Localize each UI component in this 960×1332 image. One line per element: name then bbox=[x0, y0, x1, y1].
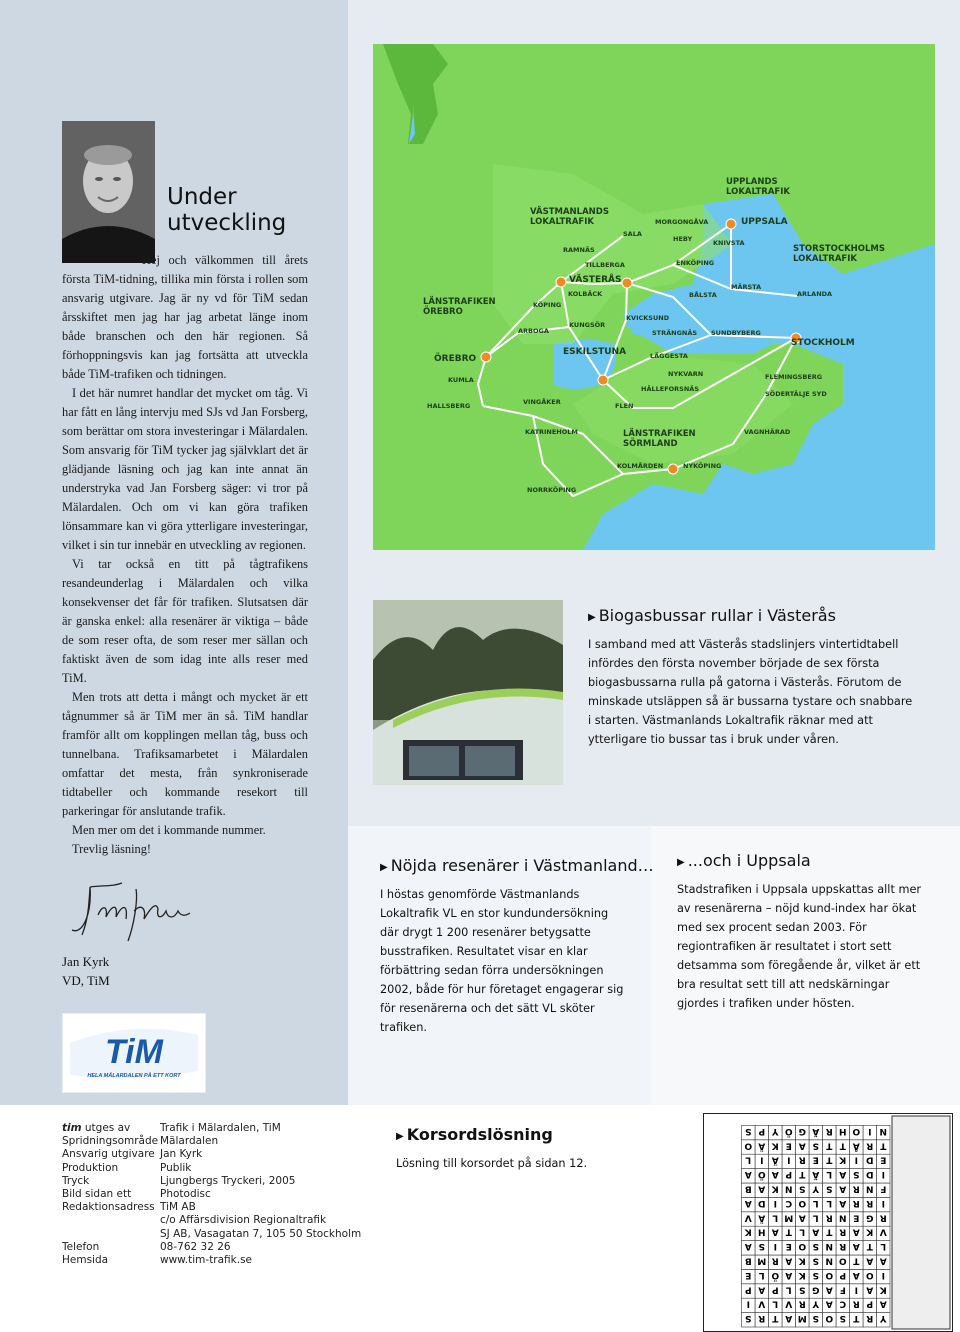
headline-line-1: Under bbox=[167, 184, 237, 210]
imprint-row bbox=[62, 1148, 361, 1161]
crossword-letter: V bbox=[785, 1298, 793, 1309]
article-korsord bbox=[396, 1125, 696, 1173]
station-marker bbox=[481, 352, 491, 362]
crossword-letter: Y bbox=[771, 1125, 779, 1136]
crossword-letter: V bbox=[758, 1298, 766, 1309]
imprint-value: c/o Affärsdivision Regionaltrafik bbox=[160, 1214, 327, 1227]
map-city-label: NYKÖPING bbox=[683, 462, 722, 470]
crossword-letter: M bbox=[757, 1255, 767, 1266]
crossword-letter: A bbox=[879, 1298, 887, 1309]
crossword-letter: R bbox=[758, 1313, 766, 1324]
imprint-row bbox=[62, 1241, 361, 1254]
imprint-label bbox=[62, 1228, 160, 1241]
imprint-label: Tryck bbox=[62, 1174, 90, 1187]
article-title bbox=[588, 606, 918, 629]
crossword-letter: S bbox=[853, 1169, 860, 1180]
article-title-text: Biogasbussar rullar i Västerås bbox=[598, 606, 836, 625]
crossword-letter: Ö bbox=[771, 1269, 780, 1280]
map-city-label: LÄGGESTA bbox=[650, 352, 688, 360]
imprint-row bbox=[62, 1122, 361, 1135]
map-city-label: MORGONGÅVA bbox=[655, 218, 709, 226]
article-body: Stadstrafiken i Uppsala uppskattas allt mer av resenärerna – nöjd kund-index har ökat med sex procent sedan 2003. För regiontrafiken är resultatet i stort sett detsamma som föregående år, vilket är ett bra resultat sett till att nedskärningar gjordes i trafiken under hösten. bbox=[677, 883, 922, 1010]
crossword-letter: K bbox=[798, 1255, 806, 1266]
map-city-label: NORRKÖPING bbox=[527, 486, 577, 494]
crossword-letter: Y bbox=[812, 1298, 820, 1309]
station-marker bbox=[622, 278, 632, 288]
imprint-label: Hemsida bbox=[62, 1254, 109, 1267]
crossword-letter: R bbox=[866, 1197, 874, 1208]
map-city-label: RAMNÄS bbox=[563, 246, 595, 254]
map-city-label: MÄRSTA bbox=[731, 283, 762, 291]
crossword-letter: A bbox=[839, 1197, 847, 1208]
crossword-letter: H bbox=[757, 1226, 766, 1237]
crossword-letter: O bbox=[838, 1255, 847, 1266]
crossword-letter: N bbox=[825, 1241, 834, 1252]
crossword-letter: R bbox=[852, 1183, 860, 1194]
crossword-letter: T bbox=[853, 1255, 860, 1266]
map-region-label: LÄNSTRAFIKEN ÖREBRO bbox=[423, 297, 496, 317]
crossword-letter: R bbox=[852, 1298, 860, 1309]
article-body: Lösning till korsordet på sidan 12. bbox=[396, 1157, 588, 1170]
crossword-letter: K bbox=[866, 1226, 874, 1237]
crossword-letter: T bbox=[785, 1226, 792, 1237]
arrow-right-icon: ▶ bbox=[677, 857, 685, 868]
crossword-letter: K bbox=[879, 1284, 887, 1295]
map-city-label: KÖPING bbox=[533, 301, 562, 309]
crossword-letter: A bbox=[785, 1313, 793, 1324]
article-uppsala bbox=[677, 851, 927, 1013]
crossword-letter: C bbox=[839, 1298, 847, 1309]
article-title-text: ...och i Uppsala bbox=[687, 851, 811, 870]
crossword-letter: S bbox=[839, 1313, 846, 1324]
crossword-letter: Ö bbox=[757, 1169, 766, 1180]
crossword-letter: F bbox=[880, 1183, 887, 1194]
crossword-letter: S bbox=[799, 1183, 806, 1194]
map-city-label: SALA bbox=[623, 230, 642, 238]
crossword-letter: E bbox=[853, 1212, 860, 1223]
article-title-text: Korsordslösning bbox=[406, 1125, 553, 1144]
crossword-letter: S bbox=[745, 1125, 752, 1136]
station-marker bbox=[726, 219, 736, 229]
map-city-label: UPPSALA bbox=[741, 217, 788, 227]
article-biogas bbox=[588, 606, 918, 749]
crossword-letter: N bbox=[825, 1255, 834, 1266]
map-city-label: ÖREBRO bbox=[434, 354, 477, 364]
letter-paragraph: Men trots att detta i mångt och mycket är ett tågnummer så är TiM mer än så. TiM handlar framför allt om kopplingen mellan tåg, buss och tunnelbana. Trafiksamarbetet i Mälardalen omfattar det mesta, från synkroniserade tidtabeller och kommande resekort till parkeringar för anslutande trafik. bbox=[62, 690, 308, 818]
crossword-letter: R bbox=[839, 1226, 847, 1237]
crossword-letter: P bbox=[839, 1269, 847, 1280]
crossword-letter: A bbox=[771, 1226, 779, 1237]
crossword-letter: L bbox=[812, 1212, 819, 1223]
crossword-letter: K bbox=[771, 1140, 779, 1151]
imprint-value: Publik bbox=[160, 1161, 192, 1174]
imprint-row bbox=[62, 1135, 361, 1148]
map-city-label: KNIVSTA bbox=[713, 239, 745, 247]
arrow-right-icon: ▶ bbox=[380, 862, 388, 873]
crossword-letter: L bbox=[772, 1212, 779, 1223]
crossword-letter: V bbox=[744, 1212, 752, 1223]
crossword-letter: A bbox=[866, 1284, 874, 1295]
crossword-letter: A bbox=[758, 1284, 766, 1295]
imprint-label: tim utges av bbox=[62, 1122, 131, 1134]
crossword-letter: O bbox=[865, 1269, 874, 1280]
map-city-label: ESKILSTUNA bbox=[563, 347, 627, 357]
crossword-letter: L bbox=[785, 1284, 792, 1295]
crossword-letter: P bbox=[758, 1125, 766, 1136]
article-body: I samband med att Västerås stadslinjers vintertidtabell infördes den första november började de sex första biogasbussarna rulla på gatorna i Västerås. Förutom de minskade utsläppen så är bussarna tystare och snabbare i starten. Västmanlands Lokaltrafik räknar med att ytterligare tio bussar tas i bruk under våren. bbox=[588, 638, 913, 746]
crossword-letter: R bbox=[866, 1140, 874, 1151]
crossword-letter: R bbox=[798, 1154, 806, 1165]
imprint-value: SJ AB, Vasagatan 7, 105 50 Stockholm bbox=[160, 1227, 362, 1240]
crossword-letter: I bbox=[868, 1125, 872, 1136]
crossword-letter: T bbox=[839, 1140, 846, 1151]
crossword-letter: G bbox=[866, 1212, 874, 1223]
crossword-letter: H bbox=[838, 1125, 847, 1136]
crossword-letter: Ä bbox=[812, 1169, 820, 1180]
map-city-label: SUNDBYBERG bbox=[711, 329, 761, 337]
crossword-letter: M bbox=[784, 1212, 794, 1223]
crossword-letter: A bbox=[825, 1284, 833, 1295]
crossword-letter: L bbox=[826, 1197, 833, 1208]
map-city-label: HEBY bbox=[673, 235, 693, 243]
crossword-letter: O bbox=[825, 1313, 834, 1324]
map-region-label: VÄSTMANLANDS LOKALTRAFIK bbox=[530, 207, 609, 227]
svg-text:HELA MÄLARDALEN PÅ ETT KORT: HELA MÄLARDALEN PÅ ETT KORT bbox=[87, 1073, 181, 1079]
crossword-letter: B bbox=[744, 1183, 752, 1194]
crossword-letter: R bbox=[866, 1313, 874, 1324]
imprint-value: Trafik i Mälardalen, TiM bbox=[160, 1122, 281, 1134]
tim-logo bbox=[62, 1013, 206, 1093]
map-region-label: STORSTOCKHOLMS LOKALTRAFIK bbox=[793, 244, 885, 264]
editor-letter bbox=[62, 251, 308, 859]
imprint-label: Bild sidan ett bbox=[62, 1188, 132, 1201]
crossword-letter: A bbox=[852, 1241, 860, 1252]
crossword-letter: A bbox=[879, 1255, 887, 1266]
crossword-letter: A bbox=[771, 1169, 779, 1180]
crossword-letter: Y bbox=[812, 1183, 820, 1194]
crossword-letter: N bbox=[879, 1125, 888, 1136]
bus-photo bbox=[373, 600, 563, 785]
author-portrait bbox=[62, 121, 155, 263]
crossword-letter: O bbox=[825, 1269, 834, 1280]
crossword-letter: S bbox=[812, 1255, 819, 1266]
crossword-letter: Ö bbox=[784, 1125, 793, 1136]
crossword-letter: A bbox=[812, 1226, 820, 1237]
map-city-label: STRÄNGNÄS bbox=[652, 329, 698, 337]
article-title bbox=[380, 856, 654, 879]
crossword-letter: E bbox=[880, 1154, 887, 1165]
crossword-letter: A bbox=[785, 1269, 793, 1280]
crossword-letter: I bbox=[787, 1154, 791, 1165]
svg-text:TiM: TiM bbox=[105, 1033, 163, 1071]
crossword-letter: N bbox=[784, 1183, 793, 1194]
headline bbox=[167, 184, 286, 236]
map-city-label: HÄLLEFORSNÄS bbox=[641, 385, 699, 393]
imprint-label: Produktion bbox=[62, 1161, 119, 1174]
crossword-letter: L bbox=[799, 1226, 806, 1237]
crossword-letter: K bbox=[744, 1226, 752, 1237]
crossword-letter: S bbox=[812, 1313, 819, 1324]
crossword-letter: B bbox=[744, 1255, 752, 1266]
crossword-letter: R bbox=[852, 1197, 860, 1208]
crossword-letter: G bbox=[812, 1284, 820, 1295]
map-city-label: TILLBERGA bbox=[585, 261, 625, 269]
crossword-letter: G bbox=[798, 1125, 806, 1136]
crossword-letter: L bbox=[826, 1169, 833, 1180]
crossword-letter: I bbox=[746, 1298, 750, 1309]
crossword-letter: V bbox=[879, 1226, 887, 1237]
crossword-letter: R bbox=[839, 1241, 847, 1252]
crossword-letter: R bbox=[879, 1212, 887, 1223]
crossword-letter: A bbox=[798, 1140, 806, 1151]
map-city-label: ARBOGA bbox=[518, 327, 549, 335]
imprint-value: Ljungbergs Tryckeri, 2005 bbox=[160, 1174, 296, 1187]
crossword-letter: A bbox=[839, 1183, 847, 1194]
map-city-label: KOLMÅRDEN bbox=[617, 462, 664, 470]
crossword-letter: L bbox=[745, 1154, 752, 1165]
crossword-letter: D bbox=[866, 1169, 874, 1180]
letter-paragraph: Hej och välkommen till årets första TiM-tidning, tillika min första i rollen som ansvarig utgivare. Jag är ny vd för TiM sedan årsskiftet men jag har jag arbetat länge inom både branschen och den här regionen. Så förhoppningsvis kan jag fortsätta att utveckla både TiM-trafiken och tidningen. bbox=[62, 253, 308, 381]
crossword-letter: L bbox=[880, 1241, 887, 1252]
crossword-letter: N bbox=[865, 1183, 874, 1194]
crossword-letter: I bbox=[773, 1197, 777, 1208]
crossword-letter: A bbox=[758, 1183, 766, 1194]
crossword-letter: A bbox=[744, 1169, 752, 1180]
crossword-letter: P bbox=[785, 1169, 793, 1180]
crossword-letter: T bbox=[772, 1313, 779, 1324]
imprint-row bbox=[62, 1162, 361, 1175]
map-city-label: KUNGSÖR bbox=[569, 321, 606, 329]
crossword-letter: T bbox=[826, 1154, 833, 1165]
crossword-letter: R bbox=[825, 1212, 833, 1223]
crossword-letter: E bbox=[785, 1241, 792, 1252]
crossword-letter: N bbox=[838, 1212, 847, 1223]
letter-paragraph: I det här numret handlar det mycket om tåg. Vi har fått en lång intervju med SJs vd Jan Forsberg, som berättar om stora investeringar i Mälardalen. Som ansvarig för TiM tycker jag självklart det är glädjande läsning och jag kan inte annat än understryka vad Jan Forsberg säger: vi tror på Mälardalen. Och om vi kan göra trafiken lönsammare kan vi göra ytterligare investeringar, vilket i sin tur innebär en utveckling av regionen. bbox=[62, 386, 308, 552]
crossword-letter: A bbox=[866, 1255, 874, 1266]
crossword-letter: L bbox=[812, 1197, 819, 1208]
crossword-letter: Å bbox=[852, 1140, 860, 1151]
crossword-letter: A bbox=[744, 1197, 752, 1208]
crossword-letter: R bbox=[825, 1125, 833, 1136]
letter-paragraph: Men mer om det i kommande nummer. bbox=[72, 823, 266, 837]
imprint-row bbox=[62, 1201, 361, 1214]
map-city-label: KATRINEHOLM bbox=[525, 428, 578, 436]
station-marker bbox=[668, 464, 678, 474]
imprint-row bbox=[62, 1228, 361, 1241]
crossword-letter: Y bbox=[879, 1313, 887, 1324]
crossword-letter: T bbox=[826, 1226, 833, 1237]
crossword-letter: Ä bbox=[812, 1125, 820, 1136]
article-title bbox=[677, 851, 927, 874]
imprint-value: www.tim-trafik.se bbox=[160, 1254, 253, 1267]
map-city-label: VINGÅKER bbox=[523, 398, 561, 406]
arrow-right-icon: ▶ bbox=[588, 612, 596, 623]
crossword-letter: A bbox=[839, 1169, 847, 1180]
crossword-letter: O bbox=[744, 1140, 753, 1151]
map-city-label: FLEN bbox=[615, 402, 634, 410]
crossword-letter: I bbox=[881, 1269, 885, 1280]
map-city-label: KUMLA bbox=[448, 376, 474, 384]
map-region-label: LÄNSTRAFIKEN SÖRMLAND bbox=[623, 429, 696, 449]
crossword-letter: L bbox=[772, 1298, 779, 1309]
station-marker bbox=[556, 277, 566, 287]
map-region-label: UPPLANDS LOKALTRAFIK bbox=[726, 177, 790, 197]
crossword-letter: S bbox=[812, 1140, 819, 1151]
crossword-letter: I bbox=[854, 1284, 858, 1295]
map-city-label: ARLANDA bbox=[797, 290, 833, 298]
crossword-letter: P bbox=[771, 1284, 779, 1295]
map-city-label: SÖDERTÄLJE SYD bbox=[765, 390, 827, 398]
crossword-letter: A bbox=[852, 1226, 860, 1237]
crossword-letter: T bbox=[880, 1140, 887, 1151]
crossword-letter: T bbox=[826, 1140, 833, 1151]
imprint-row bbox=[62, 1175, 361, 1188]
crossword-letter: S bbox=[812, 1269, 819, 1280]
crossword-letter: T bbox=[866, 1241, 873, 1252]
crossword-letter: C bbox=[785, 1197, 793, 1208]
map-city-label: KVICKSUND bbox=[626, 314, 670, 322]
crossword-letter: K bbox=[839, 1154, 847, 1165]
imprint bbox=[62, 1122, 361, 1267]
handwritten-signature bbox=[62, 875, 202, 945]
crossword-letter: L bbox=[758, 1269, 765, 1280]
crossword-letter: I bbox=[881, 1197, 885, 1208]
imprint-row bbox=[62, 1254, 361, 1267]
imprint-value: 08-762 32 26 bbox=[160, 1240, 231, 1253]
crossword-letter: R bbox=[771, 1255, 779, 1266]
imprint-value: TiM AB bbox=[160, 1201, 196, 1214]
article-title bbox=[396, 1125, 696, 1148]
crossword-letter: O bbox=[798, 1197, 807, 1208]
map-city-label: VAGNHÄRAD bbox=[744, 428, 791, 436]
crossword-letter: K bbox=[771, 1183, 779, 1194]
crossword-solution bbox=[703, 1113, 953, 1332]
map-city-label: VÄSTERÅS bbox=[569, 275, 622, 285]
crossword-letter: P bbox=[744, 1284, 752, 1295]
crossword-letter: Ä bbox=[758, 1140, 766, 1151]
crossword-letter: A bbox=[744, 1241, 752, 1252]
signer-name: Jan Kyrk bbox=[62, 954, 110, 969]
crossword-letter: A bbox=[798, 1212, 806, 1223]
crossword-letter: S bbox=[758, 1241, 765, 1252]
crossword-letter: S bbox=[812, 1241, 819, 1252]
letter-paragraph: Vi tar också en titt på tågtrafikens resandeunderlag i Mälardalen och vilka konsekvenser det får för trafiken. Slutsatsen där är ganska enkel: alla resenärer är viktiga – både de som reser ofta, de som reser mer sällan och faktiskt även de som idag inte alls reser med TiM. bbox=[62, 557, 308, 685]
crossword-letter: T bbox=[799, 1169, 806, 1180]
crossword-letter: Ä bbox=[771, 1154, 779, 1165]
crossword-letter: K bbox=[798, 1269, 806, 1280]
imprint-value: Jan Kyrk bbox=[160, 1148, 203, 1161]
crossword-letter: O bbox=[798, 1241, 807, 1252]
crossword-letter: E bbox=[785, 1140, 792, 1151]
headline-line-2: utveckling bbox=[167, 210, 287, 236]
arrow-right-icon: ▶ bbox=[396, 1131, 404, 1142]
crossword-letter: T bbox=[853, 1313, 860, 1324]
map-city-label: ENKÖPING bbox=[676, 259, 715, 267]
imprint-row bbox=[62, 1188, 361, 1201]
map-city-label: HALLSBERG bbox=[427, 402, 471, 410]
crossword-letter: D bbox=[758, 1197, 766, 1208]
map-city-label: KOLBÄCK bbox=[568, 290, 603, 298]
crossword-letter: E bbox=[745, 1269, 752, 1280]
letter-paragraph: Trevlig läsning! bbox=[72, 842, 152, 856]
article-title-text: Nöjda resenärer i Västmanland… bbox=[390, 856, 654, 875]
imprint-label: Redaktionsadress bbox=[62, 1201, 155, 1214]
map-city-label: FLEMINGSBERG bbox=[765, 373, 823, 381]
signer-block bbox=[62, 952, 110, 990]
map-city-label: STOCKHOLM bbox=[791, 338, 855, 348]
article-nojda bbox=[380, 856, 654, 1037]
map-city-label: BÅLSTA bbox=[689, 291, 717, 299]
station-marker bbox=[598, 375, 608, 385]
crossword-letter: A bbox=[785, 1255, 793, 1266]
crossword-letter: I bbox=[773, 1241, 777, 1252]
crossword-letter: O bbox=[852, 1125, 861, 1136]
crossword-letter: D bbox=[866, 1154, 874, 1165]
imprint-label: Telefon bbox=[62, 1240, 100, 1253]
crossword-letter: I bbox=[760, 1154, 764, 1165]
map-city-label: NYKVARN bbox=[668, 370, 704, 378]
imprint-label: Ansvarig utgivare bbox=[62, 1148, 155, 1161]
crossword-letter: I bbox=[854, 1154, 858, 1165]
crossword-letter: M bbox=[797, 1313, 807, 1324]
imprint-row bbox=[62, 1214, 361, 1227]
crossword-letter: P bbox=[866, 1298, 874, 1309]
crossword-letter: A bbox=[825, 1298, 833, 1309]
region-map bbox=[373, 44, 935, 550]
crossword-letter: Ä bbox=[758, 1212, 766, 1223]
crossword-picture bbox=[892, 1116, 950, 1329]
crossword-letter: S bbox=[826, 1183, 833, 1194]
imprint-value: Photodisc bbox=[160, 1188, 211, 1201]
crossword-letter: S bbox=[799, 1284, 806, 1295]
crossword-letter: A bbox=[852, 1269, 860, 1280]
imprint-label: Spridningsområde bbox=[62, 1135, 159, 1148]
crossword-letter: R bbox=[798, 1298, 806, 1309]
imprint-label bbox=[62, 1214, 160, 1227]
crossword-letter: S bbox=[745, 1313, 752, 1324]
article-body: I höstas genomförde Västmanlands Lokaltrafik VL en stor kundundersökning där drygt 1 200 resenärer betygsatte busstrafiken. Resultatet visar en klar förbättring sedan förra undersökningen 2002, både för hur företaget engagerar sig för resenärerna och det sätt VL sköter trafiken. bbox=[380, 888, 624, 1034]
imprint-value: Mälardalen bbox=[160, 1135, 219, 1148]
crossword-letter: E bbox=[812, 1154, 819, 1165]
crossword-letter: F bbox=[839, 1284, 846, 1295]
signer-title: VD, TiM bbox=[62, 973, 110, 988]
crossword-letter: I bbox=[881, 1169, 885, 1180]
